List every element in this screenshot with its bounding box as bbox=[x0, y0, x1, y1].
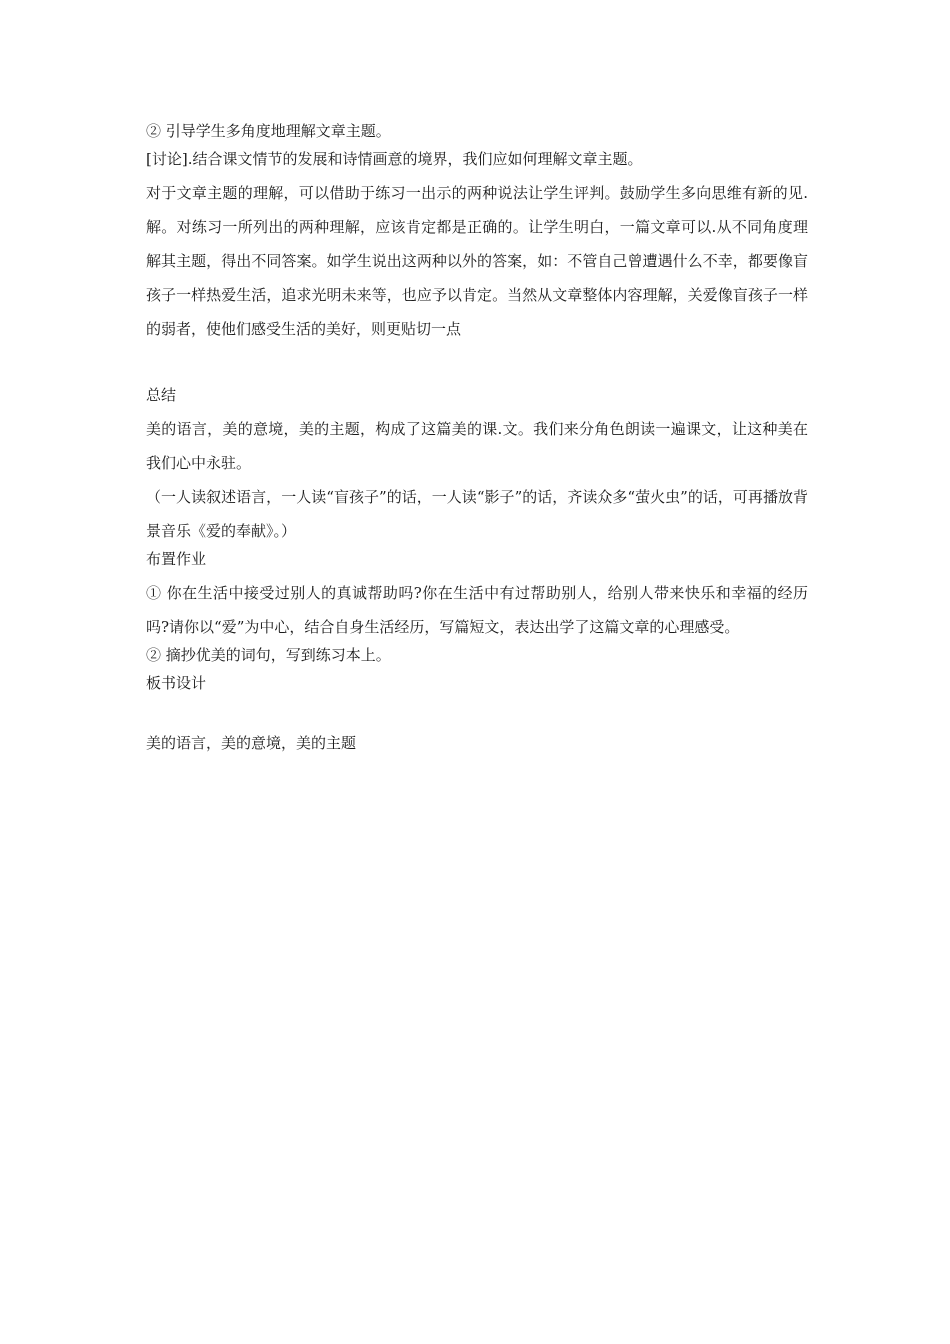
summary-heading: 总结 bbox=[146, 386, 177, 404]
discussion-prompt: [讨论].结合课文情节的发展和诗情画意的境界，我们应如何理解文章主题。 bbox=[146, 150, 643, 168]
homework-item-2: ② 摘抄优美的词句，写到练习本上。 bbox=[146, 646, 391, 664]
homework-heading: 布置作业 bbox=[146, 550, 207, 568]
theme-explanation: 对于文章主题的理解，可以借助于练习一出示的两种说法让学生评判。鼓励学生多向思维有新的见.解。对练习一所列出的两种理解，应该肯定都是正确的。让学生明白，一篇文章可以.从不同角度理解其主题，得出不同答案。如学生说出这两种以外的答案，如：不管自己曾遭遇什么不幸，都要像盲孩子一样热爱生活，追求光明未来等，也应予以肯定。当然从文章整体内容理解，关爱像盲孩子一样的弱者，使他们感受生活的美好，则更贴切一点 bbox=[146, 184, 808, 338]
board-heading: 板书设计 bbox=[146, 674, 207, 692]
theme-point-2: ② 引导学生多角度地理解文章主题。 bbox=[146, 122, 391, 140]
board-content: 美的语言，美的意境，美的主题 bbox=[146, 734, 357, 752]
summary-body: 美的语言，美的意境，美的主题，构成了这篇美的课.文。我们来分角色朗读一遍课文，让这种美在我们心中永驻。 bbox=[146, 420, 808, 472]
reading-note: （一人读叙述语言，一人读“盲孩子”的话，一人读“影子”的话，齐读众多“萤火虫”的话，可再播放背景音乐《爱的奉献》。） bbox=[146, 488, 808, 540]
document-page bbox=[146, 120, 808, 754]
homework-item-1: ① 你在生活中接受过别人的真诚帮助吗?你在生活中有过帮助别人，给别人带来快乐和幸福的经历吗?请你以“爱”为中心，结合自身生活经历，写篇短文，表达出学了这篇文章的心理感受。 bbox=[146, 584, 808, 636]
